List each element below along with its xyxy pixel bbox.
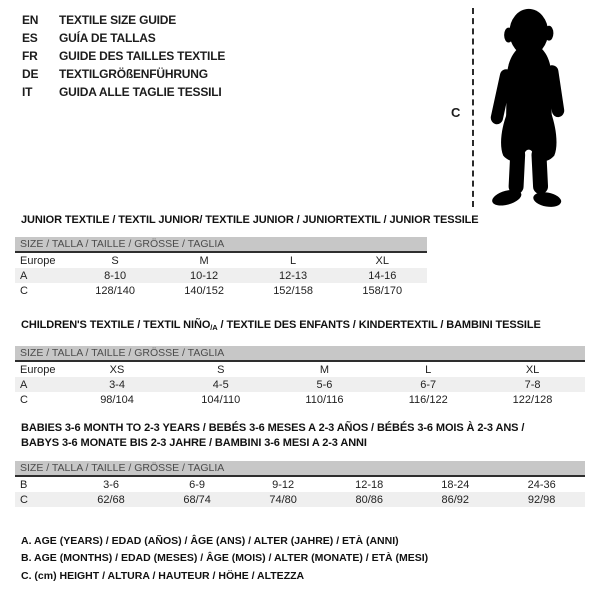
legend-note-a: A. AGE (YEARS) / EDAD (AÑOS) / ÂGE (ANS) / ALTER (JAHRE) / ETÀ (ANNI) bbox=[21, 535, 399, 547]
table-row bbox=[15, 283, 427, 298]
size-header-bar: SIZE / TALLA / TAILLE / GRÖSSE / TAGLIA bbox=[15, 346, 585, 362]
size-cell: M bbox=[199, 254, 209, 267]
value-cell: 104/110 bbox=[201, 393, 241, 406]
value-cell: 74/80 bbox=[269, 493, 297, 506]
legend-notes bbox=[21, 533, 428, 585]
size-cell: XS bbox=[109, 363, 125, 376]
language-code: IT bbox=[22, 85, 33, 99]
language-row bbox=[22, 47, 225, 65]
toddler-silhouette-image bbox=[483, 7, 571, 208]
value-cell: 3-4 bbox=[109, 378, 125, 391]
row-label-cell: A bbox=[20, 378, 28, 391]
children-title-suffix: / TEXTILE DES ENFANTS / KINDERTEXTIL / BAMBINI TESSILE bbox=[217, 319, 541, 331]
children-title-prefix: CHILDREN'S TEXTILE / TEXTIL NIÑO bbox=[21, 319, 211, 331]
value-cell: 8-10 bbox=[104, 269, 127, 282]
value-cell: 14-16 bbox=[368, 269, 397, 282]
children-textile-table bbox=[15, 346, 585, 407]
junior-textile-title: JUNIOR TEXTILE / TEXTIL JUNIOR/ TEXTILE JUNIOR / JUNIORTEXTIL / JUNIOR TESSILE bbox=[21, 214, 479, 226]
value-cell: 24-36 bbox=[527, 478, 556, 491]
value-cell: 158/170 bbox=[362, 284, 403, 297]
size-header-bar: SIZE / TALLA / TAILLE / GRÖSSE / TAGLIA bbox=[15, 461, 585, 477]
row-label-cell: A bbox=[20, 269, 28, 282]
table-row bbox=[15, 392, 585, 407]
legend-note-b: B. AGE (MONTHS) / EDAD (MESES) / ÂGE (MOIS) / ALTER (MONATE) / ETÀ (MESI) bbox=[21, 552, 429, 565]
language-code: ES bbox=[22, 31, 38, 45]
value-cell: 62/68 bbox=[97, 493, 125, 506]
value-cell: 10-12 bbox=[190, 269, 219, 282]
value-cell: 7-8 bbox=[524, 378, 541, 391]
table-row bbox=[15, 268, 427, 283]
language-row bbox=[22, 11, 225, 29]
size-cell: L bbox=[425, 363, 432, 376]
legend-note-c: C. (cm) HEIGHT / ALTURA / HAUTEUR / HÖHE / ALTEZZA bbox=[21, 569, 305, 582]
size-cell: M bbox=[319, 363, 330, 376]
value-cell: 122/128 bbox=[512, 393, 553, 406]
value-cell: 140/152 bbox=[184, 284, 224, 297]
value-cell: 80/86 bbox=[355, 493, 383, 506]
value-cell: 98/104 bbox=[100, 393, 134, 406]
row-label-cell: C bbox=[20, 393, 28, 406]
value-cell: 68/74 bbox=[183, 493, 211, 506]
row-label-cell: Europe bbox=[20, 254, 56, 267]
size-cell: XL bbox=[375, 254, 390, 267]
value-cell: 116/122 bbox=[408, 393, 448, 406]
size-cell: L bbox=[290, 254, 297, 267]
value-cell: 110/116 bbox=[305, 393, 344, 406]
language-row bbox=[22, 29, 225, 47]
language-label: GUIDA ALLE TAGLIE TESSILI bbox=[59, 85, 222, 99]
value-cell: 5-6 bbox=[316, 378, 333, 391]
babies-textile-title bbox=[21, 421, 524, 451]
children-title-subscript: /A bbox=[210, 323, 218, 332]
size-cell: XL bbox=[525, 363, 540, 376]
value-cell: 3-6 bbox=[103, 478, 119, 491]
language-code: FR bbox=[22, 49, 38, 63]
junior-textile-table bbox=[15, 237, 427, 298]
babies-title-line1: BABIES 3-6 MONTH TO 2-3 YEARS / BEBÉS 3-6 MESES A 2-3 AÑOS / BÉBÉS 3-6 MOIS À 2-3 ANS / bbox=[21, 422, 525, 434]
table-row bbox=[15, 362, 585, 377]
size-cell: S bbox=[217, 363, 225, 376]
language-code: DE bbox=[22, 67, 39, 81]
value-cell: 9-12 bbox=[272, 478, 295, 491]
value-cell: 12-18 bbox=[355, 478, 384, 491]
value-cell: 4-5 bbox=[212, 378, 229, 391]
table-row bbox=[15, 492, 585, 507]
value-cell: 6-7 bbox=[420, 378, 437, 391]
language-code: EN bbox=[22, 13, 39, 27]
table-row bbox=[15, 377, 585, 392]
language-title-list bbox=[22, 11, 225, 101]
value-cell: 92/98 bbox=[527, 493, 556, 506]
row-label-cell: C bbox=[20, 493, 28, 506]
table-row bbox=[15, 477, 585, 492]
height-measure-label: C bbox=[451, 105, 461, 120]
language-label: TEXTILE SIZE GUIDE bbox=[59, 13, 177, 27]
language-label: GUÍA DE TALLAS bbox=[59, 31, 156, 45]
value-cell: 152/158 bbox=[273, 284, 313, 297]
row-label-cell: C bbox=[20, 284, 28, 297]
row-label-cell: B bbox=[20, 478, 28, 491]
value-cell: 6-9 bbox=[189, 478, 206, 491]
value-cell: 18-24 bbox=[441, 478, 470, 491]
children-textile-title bbox=[21, 319, 541, 332]
value-cell: 12-13 bbox=[279, 269, 308, 282]
height-measure-dashed-line bbox=[472, 8, 474, 207]
row-label-cell: Europe bbox=[20, 363, 56, 376]
value-cell: 128/140 bbox=[95, 284, 135, 297]
table-row bbox=[15, 253, 427, 268]
size-cell: S bbox=[111, 254, 119, 267]
babies-title-line2: BABYS 3-6 MONATE BIS 2-3 JAHRE / BAMBINI 3-6 MESI A 2-3 ANNI bbox=[21, 437, 367, 449]
language-row bbox=[22, 65, 225, 83]
language-label: TEXTILGRÖßENFÜHRUNG bbox=[59, 67, 208, 81]
language-row bbox=[22, 83, 225, 101]
babies-textile-table bbox=[15, 461, 585, 507]
language-label: GUIDE DES TAILLES TEXTILE bbox=[59, 49, 226, 63]
value-cell: 86/92 bbox=[441, 493, 470, 506]
size-header-bar: SIZE / TALLA / TAILLE / GRÖSSE / TAGLIA bbox=[15, 237, 427, 253]
